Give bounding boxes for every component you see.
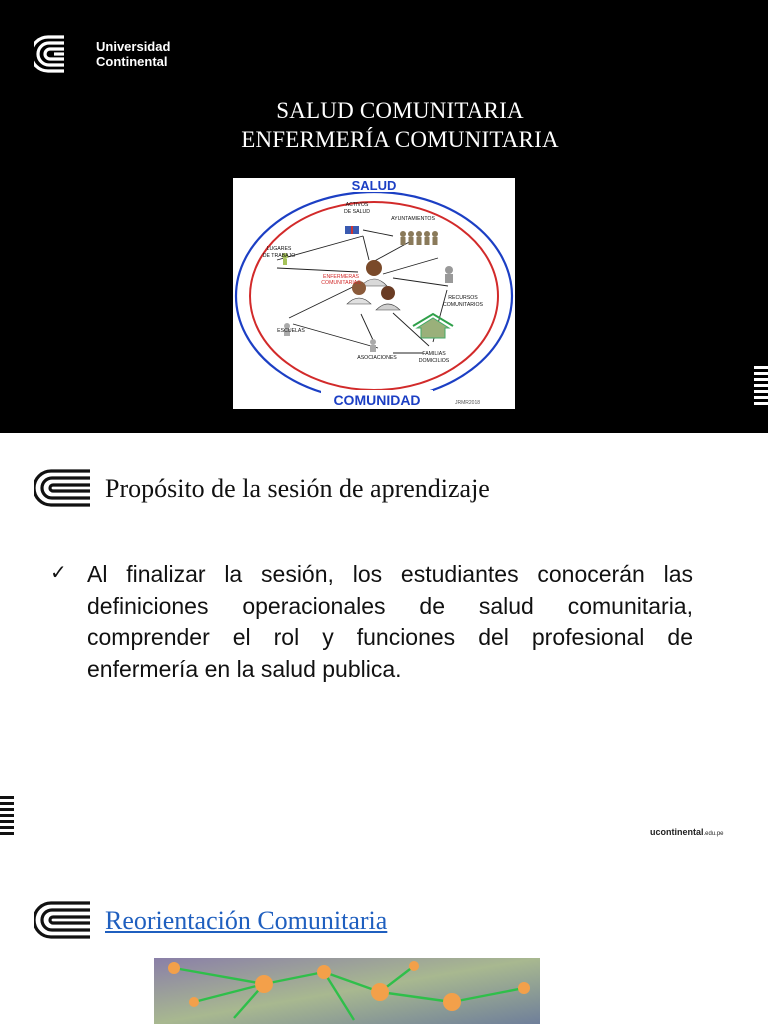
purpose-heading: Propósito de la sesión de aprendizaje xyxy=(105,474,490,503)
checkmark-icon: ✓ xyxy=(50,560,67,584)
node-familias-domicilios: FAMILIAS DOMICILIOS xyxy=(418,351,450,364)
node-activos-de-salud: ACTIVOS DE SALUD xyxy=(344,202,370,215)
node-lugares-de-trabajo: LUGARES DE TRABAJO xyxy=(262,246,296,259)
slide-title-text xyxy=(0,96,768,154)
brand xyxy=(34,33,170,75)
network-photo-image xyxy=(154,958,540,1024)
slide-edge-marker-icon xyxy=(0,796,16,838)
footer-url-suffix: .edu.pe xyxy=(703,831,724,837)
footer-url-main: ucontinental xyxy=(650,827,704,837)
reorientation-heading-link[interactable]: Reorientación Comunitaria xyxy=(105,906,388,935)
node-ayuntamientos: AYUNTAMIENTOS xyxy=(391,216,435,222)
title-line-1: SALUD COMUNITARIA xyxy=(276,98,524,123)
community-health-diagram xyxy=(233,178,515,409)
slide-title xyxy=(0,0,768,433)
brand-name xyxy=(96,39,170,69)
university-logo-icon xyxy=(34,900,90,940)
salud-label: SALUD xyxy=(351,178,397,193)
credit-label: JRMR2018 xyxy=(455,400,481,406)
node-asociaciones: ASOCIACIONES xyxy=(357,355,397,361)
purpose-bullet-text: Al finalizar la sesión, los estudiantes conocerán las definiciones operacionales de salud comunitaria, comprender el rol y funciones del profesional de enfermería en la salud publica. xyxy=(87,561,693,682)
node-recursos-comunitarios: RECURSOS COMUNITARIOS xyxy=(443,295,483,308)
university-logo-icon xyxy=(34,468,90,508)
university-logo-icon xyxy=(34,33,90,75)
comunidad-label: COMUNIDAD xyxy=(333,392,421,408)
node-enfermeras-comunitarias: ENFERMERAS COMUNITARIAS xyxy=(321,274,361,286)
brand-line-1: Universidad xyxy=(96,39,171,54)
slide-edge-marker-icon xyxy=(752,366,768,408)
brand-line-2: Continental xyxy=(96,54,168,69)
title-line-2: ENFERMERÍA COMUNITARIA xyxy=(241,127,559,152)
node-escuelas: ESCUELAS xyxy=(277,328,305,334)
footer-url[interactable] xyxy=(650,827,724,837)
